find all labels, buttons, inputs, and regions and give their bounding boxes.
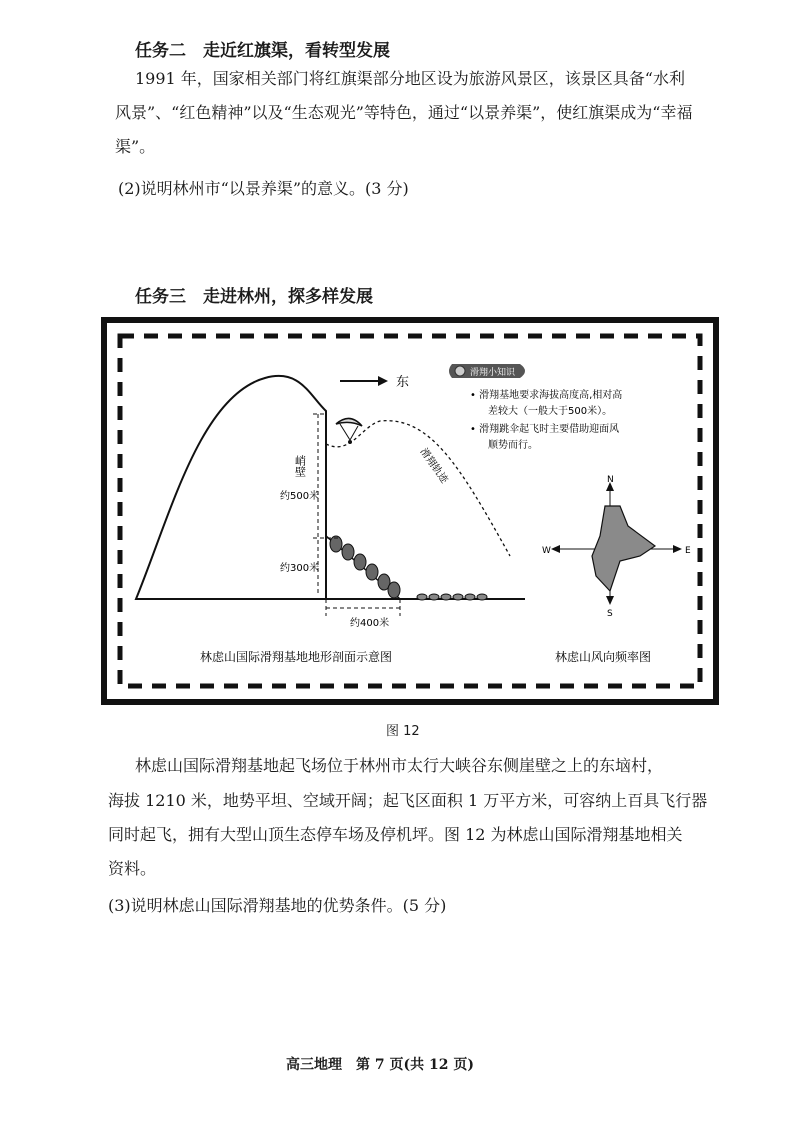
task2-para-line1: 1991 年，国家相关部门将红旗渠部分地区设为旅游风景区，该景区具备“水利 [135,69,685,88]
knowledge-item2-line1: • 滑翔跳伞起飞时主要借助迎面风 [470,424,620,435]
knowledge-box [449,364,622,451]
compass-e: E [685,546,691,556]
body-para-line3: 同时起飞，拥有大型山顶生态停车场及停机坪。图 12 为林虑山国际滑翔基地相关 [108,825,683,844]
body-para-line2: 海拔 1210 米，地势平坦、空域开阔；起飞区面积 1 万平方米，可容纳上百具飞行器 [108,791,708,810]
height-500-label: 约500米 [280,491,320,502]
knowledge-title: 滑翔小知识 [470,368,516,378]
task2-question: (2)说明林州市“以景养渠”的意义。(3 分) [118,179,409,198]
body-para-line4: 资料。 [108,859,157,878]
wind-rose [551,482,682,605]
knowledge-item1-line2: 差较大（一般大于500米）。 [488,406,613,417]
cliff-label: 峭壁 [293,455,307,477]
glide-track [326,421,510,556]
task2-title: 任务二 走近红旗渠，看转型发展 [135,41,390,61]
rose-caption: 林虑山风向频率图 [555,650,652,664]
figure-12 [100,316,720,706]
task2-para-line3: 渠”。 [115,137,156,156]
compass-w: W [542,546,551,556]
profile-caption: 林虑山国际滑翔基地地形剖面示意图 [200,650,393,664]
knowledge-item1-line1: • 滑翔基地要求海拔高度高,相对高 [470,390,623,401]
task2-para-line2: 风景”、“红色精神”以及“生态观光”等特色，通过“以景养渠”，使红旗渠成为“幸福 [115,103,693,122]
glide-track-label: 滑翔轨迹 [417,446,450,486]
width-400-label: 约400米 [350,618,390,629]
page-footer: 高三地理 第 7 页(共 12 页) [286,1057,474,1073]
direction-label: 东 [396,375,410,390]
compass-n: N [607,475,614,485]
terrain-profile [136,376,525,600]
paraglider-icon [336,418,362,444]
knowledge-item2-line2: 顺势而行。 [488,440,538,451]
slope-trees [330,536,400,598]
figure-number: 图 12 [386,724,420,739]
east-arrow [340,376,388,386]
compass-s: S [607,609,613,619]
task3-title: 任务三 走进林州，探多样发展 [135,287,373,307]
height-300-label: 约300米 [280,563,320,574]
body-question: (3)说明林虑山国际滑翔基地的优势条件。(5 分) [108,896,447,915]
body-para-line1: 林虑山国际滑翔基地起飞场位于林州市太行大峡谷东侧崖壁之上的东垴村， [135,756,664,775]
